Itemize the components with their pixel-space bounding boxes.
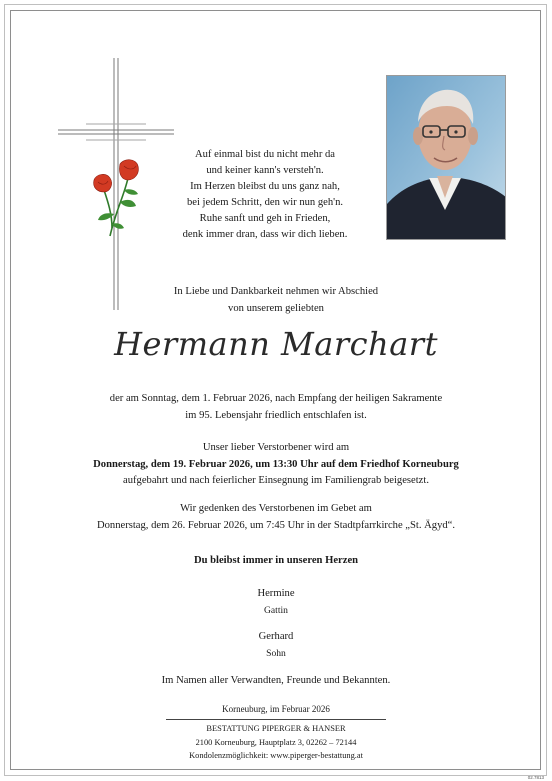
obituary-line: der am Sonntag, dem 1. Februar 2026, nach Empfang der heiligen Sakramente [109, 393, 443, 404]
obituary-line: im 95. Lebensjahr friedlich entschlafen ist. [185, 409, 367, 421]
funeral-line: Unser lieber Verstorbener wird am [202, 442, 350, 453]
undertaker-name: BESTATTUNG PIPERGER & HANSER [206, 724, 346, 733]
poem [160, 147, 370, 244]
undertaker-info [30, 722, 522, 763]
portrait-image [387, 76, 506, 240]
condolence-link[interactable]: Kondolenzmöglichkeit: www.piperger-bestattung.at [189, 751, 363, 760]
mourner-name: Hermine [257, 588, 295, 599]
mourner-entry [30, 585, 522, 619]
mass-line: Wir gedenken des Verstorbenen im Gebet am [180, 503, 372, 514]
portrait-photo [386, 75, 506, 240]
poem-line: bei jedem Schritt, den wir nun geh'n. [186, 197, 344, 209]
mass-text [30, 501, 522, 534]
mourner-name: Gerhard [258, 631, 294, 642]
mourner-relation: Gattin [264, 605, 288, 616]
mass-line: Donnerstag, dem 26. Februar 2026, um 7:45 Uhr in der Stadtpfarrkirche „St. Ägyd“. [96, 519, 456, 531]
poem-line: Ruhe sanft und geh in Frieden, [199, 213, 331, 225]
funeral-date-line: Donnerstag, dem 19. Februar 2026, um 13:30 Uhr auf dem Friedhof Korneuburg [93, 458, 459, 470]
poem-line: Auf einmal bist du nicht mehr da [194, 149, 336, 160]
poem-line: denk immer dran, dass wir dich lieben. [182, 229, 348, 241]
divider [166, 719, 386, 720]
obituary-text [30, 391, 522, 424]
funeral-text [30, 440, 522, 490]
mourner-relation: Sohn [266, 648, 286, 659]
rose-icon [90, 158, 150, 240]
intro-line: In Liebe und Dankbarkeit nehmen wir Abschied [173, 286, 379, 297]
intro-text [30, 284, 522, 317]
funeral-line: aufgebahrt und nach feierlicher Einsegnung im Familiengrab beigesetzt. [123, 475, 429, 486]
mourner-entry [30, 628, 522, 662]
deceased-name: Hermann Marchart [114, 325, 438, 363]
poem-line: Im Herzen bleibst du uns ganz nah, [190, 181, 340, 193]
place-date: Korneuburg, im Februar 2026 [222, 704, 330, 714]
undertaker-address: 2100 Korneuburg, Hauptplatz 3, 02262 – 72144 [195, 737, 357, 747]
poem-line: und keiner kann's versteh'n. [206, 165, 324, 177]
corner-code: 02.7813 [527, 775, 544, 780]
closing-line: Du bleibst immer in unseren Herzen [193, 555, 359, 566]
on-behalf-line: Im Namen aller Verwandten, Freunde und Bekannten. [161, 675, 391, 686]
intro-line: von unserem geliebten [228, 302, 324, 314]
